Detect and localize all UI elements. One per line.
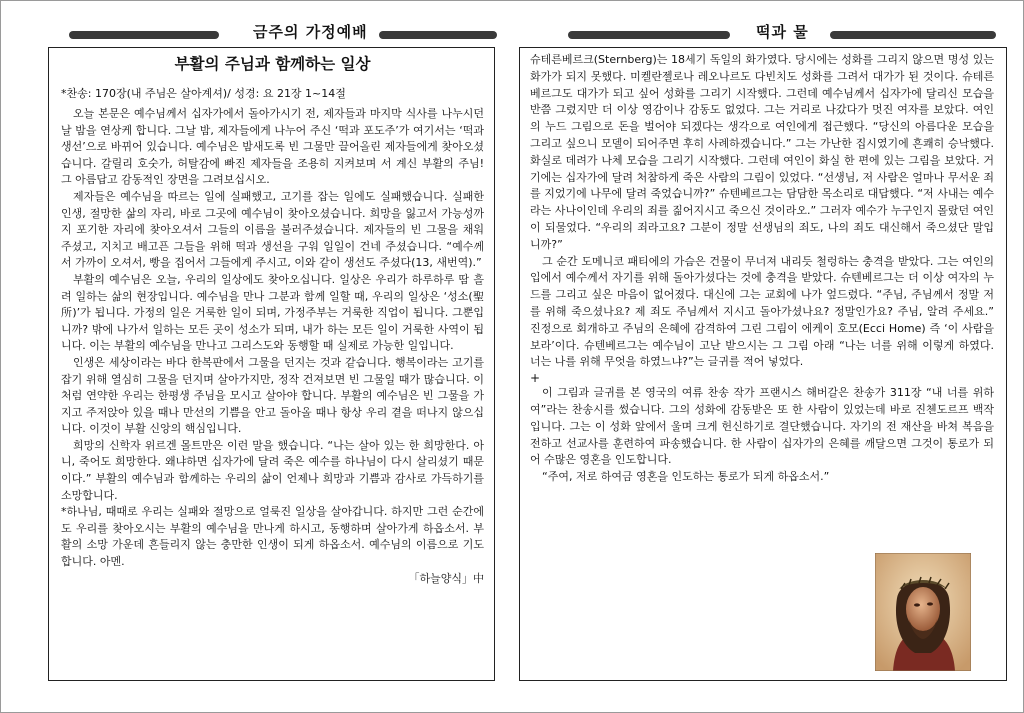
story-paragraph: 이 그림과 글귀를 본 영국의 여류 찬송 작가 프랜시스 해버갈은 찬송가 311장 “내 너를 위하여”라는 찬송시를 썼습니다. 그의 성화에 감동받은 또 한 사람이 있었는데 바로 진첸도르프 백작입니다. 그는 이 성화 앞에서 울며 크게 헌신하기로 결단했습니다. 자기의 전 재산을 바쳐 복음을 전하고 선교사를 훈련하여 파송했습니다. 한 사람이 십자가의 은혜를 깨달으면 그것이 통로가 되어 수많은 영혼을 인도합니다. [530,386,994,467]
right-header-title: 떡과 물 [756,23,809,41]
left-header-title: 금주의 가정예배 [253,23,368,41]
header-bar-left [568,31,730,39]
devotion-paragraph: 인생은 세상이라는 바다 한복판에서 그물을 던지는 것과 같습니다. 행복이라는 고기를 잡기 위해 열심히 그물을 던지며 살아가지만, 정작 건져보면 빈 그물일 때가 많습니다. 이처럼 연약한 우리는 한평생 주님을 모시고 살아야 합니다. 부활의 예수님은 빈 그물을 가지고 주저앉아 있을 때나 만선의 기쁨을 안고 돌아올 때나 항상 우리 곁을 떠나지 않으십니다. 이것이 부활 신앙의 핵심입니다. [61,355,484,436]
devotion-prayer: *하나님, 때때로 우리는 실패와 절망으로 얼룩진 일상을 살아갑니다. 하지만 그런 순간에도 우리를 찾아오시는 부활의 예수님을 만나게 하시고, 동행하며 살아가게 하옵소서. 부활의 소망 가운데 흔들리지 않는 충만한 인생이 되게 하옵소서. 예수님의 이름으로 기도합니다. 아멘. [61,505,484,569]
closing-prayer: “주여, 저로 하여금 영혼을 인도하는 통로가 되게 하옵소서.” [542,470,830,484]
header-bar-right [379,31,497,39]
hymn-scripture-reference: *찬송: 170장(내 주님은 살아계셔)/ 성경: 요 21장 1~14절 [61,87,346,100]
story-box [519,47,1007,681]
devotion-paragraph: 오늘 본문은 예수님께서 십자가에서 돌아가시기 전, 제자들과 마지막 식사를 나누시던 날 밤을 연상케 합니다. 그날 밤, 제자들에게 나누어 주신 ‘떡과 포도주’가 여기서는 ‘떡과 생선’으로 바뀌어 있습니다. 예수님은 밤새도록 빈 그물만 끌어올린 제자들에게 찾아오셨습니다. 갈릴리 호숫가, 허탈감에 빠진 제자들을 조용히 지켜보며 서 계신 부활의 주님! 그 아름답고 감동적인 장면을 그려보십시오. [61,107,484,187]
story-paragraph: 슈테른베르크(Sternberg)는 18세기 독일의 화가였다. 당시에는 성화를 그리지 않으면 명성 있는 화가가 되지 못했다. 미켈란젤로나 레오나르도 다빈치도 성화를 그려서 대가가 된 것이다. 슈테른베르그도 대가가 되고 싶어 성화를 그리기 시작했다. 그런데 예수님께서 십자가에 달리신 모습을 반쯤 그렸지만 더 이상 영감이나 감동도 없었다. 그는 거리로 나갔다가 멋진 여자를 보았다. 여인의 누드 그림으로 돈을 벌어야 되겠다는 생각으로 여인에게 접근했다. “당신의 아름다운 모습을 그리고 싶으니 모델이 되어주면 후히 사례하겠습니다.” 그는 가난한 집시였기에 흔쾌히 승낙했다. 화실로 데려가 나체 모습을 그리기 시작했다. 그런데 여인이 화실 한 편에 있는 그림을 보았다. 거기에는 십자가에 달려 처참하게 죽은 사람의 그림이 있었다. “선생님, 저 사람은 얼마나 무서운 죄를 지었기에 나무에 달려 죽었습니까?” 슈텐베르그는 담담한 목소리로 대답했다. “저 사내는 예수라는 사나이인데 우리의 죄를 짊어지시고 죽으신 것이라오.” 그러자 예수가 누구인지 몰랐던 여인이 되물었다. “우리의 죄라고요? 그분이 정말 선생님의 죄도, 나의 죄도 대신해서 죽으셨단 말입니까?” [530,53,994,251]
devotion-paragraph: 희망의 신학자 위르겐 몰트만은 이런 말을 했습니다. “나는 살아 있는 한 희망한다. 아니, 죽어도 희망한다. 왜냐하면 십자가에 달려 죽은 예수를 하나님이 다시 살리셨기 때문이다.” 부활의 예수님과 함께하는 우리의 삶이 언제나 희망과 기쁨과 감사로 가득하기를 소망합니다. [61,438,484,502]
devotion-box [48,47,495,681]
devotion-paragraph: 부활의 예수님은 오늘, 우리의 일상에도 찾아오십니다. 일상은 우리가 하루하루 땀 흘려 일하는 삶의 현장입니다. 예수님을 만나 그분과 함께 일할 때, 우리의 일상은 ‘성소(聖所)’가 됩니다. 가정의 일은 거룩한 일이 되며, 가정주부는 거룩한 직업이 됩니다. 그뿐입니까? 밖에 나가서 일하는 모든 곳이 성소가 되며, 내가 하는 모든 일이 거룩한 사역이 됩니다. 이는 부활의 예수님을 만나고 그리스도와 동행할 때 실제로 가능한 일입니다. [61,272,484,353]
right-header [566,21,1006,43]
devotion-title: 부활의 주님과 함께하는 일상 [174,55,371,73]
ecce-homo-painting [875,553,971,671]
left-header [63,21,495,43]
header-bar-left [69,31,219,39]
devotion-source: 「하늘양식」中 [408,571,484,585]
devotion-paragraph: 제자들은 예수님을 따르는 일에 실패했고, 고기를 잡는 일에도 실패했습니다. 실패한 인생, 절망한 삶의 자리, 바로 그곳에 예수님이 찾아오셨습니다. 희망을 잃고서 가능성까지 포기한 자리에 찾아오셔서 그들의 이름을 불러주셨습니다. 제자들의 빈 그물을 채워 주셨고, 지치고 배고픈 그들을 위해 떡과 생선을 구워 일일이 건네 주셨습니다. “예수께서 가까이 오셔서, 빵을 집어서 그들에게 주시고, 이와 같이 생선도 주셨다(13, 새번역).” [61,189,484,270]
story-paragraph: 그 순간 도메니코 패티에의 가슴은 건물이 무너져 내리듯 철렁하는 충격을 받았다. 그는 여인의 입에서 예수께서 자기를 위해 돌아가셨다는 것에 충격을 받았다. 슈텐베르그는 더 이상 여자의 누드를 그리고 싶은 마음이 없어졌다. 대신에 그는 교회에 나가 엎드렸다. “주님, 주님께서 정말 저를 위해 죽으셨나요? 제 죄도 주님께서 지시고 돌아가셨나요? 정말인가요? 주님, 알려 주세요.” 진정으로 회개하고 주님의 은혜에 감격하여 그린 그림이 에케이 호모(Ecci Home) 즉 ‘이 사람을 보라’이다. 슈텐베르그는 예수님이 고난 받으시는 그 그림 아래 “나는 너를 위해 이렇게 하였다. 너는 나를 위해 무엇을 하였느냐?”는 글귀를 적어 넣었다. [530,254,994,369]
header-bar-right [830,31,996,39]
section-cross-mark: + [530,371,541,386]
